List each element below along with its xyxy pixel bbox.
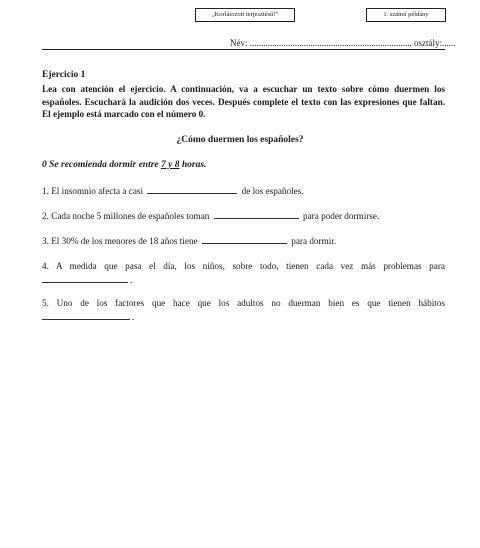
- gap-item-1-prefix: 1. El insomnio afecta a casi: [42, 186, 144, 196]
- gap-item-2: [42, 209, 445, 223]
- exercise-title: Ejercicio 1: [42, 70, 86, 80]
- gap-item-5-prefix: 5. Uno de los factores que hace que los adultos no duerman bien es que tienen hábitos: [42, 298, 445, 308]
- gap-item-5-blank[interactable]: [42, 310, 130, 320]
- gap-item-3: [42, 234, 445, 248]
- gap-item-4-prefix: 4. A medida que pasa el día, los niños, sobre todo, tienen cada vez más problemas para: [42, 261, 445, 271]
- gap-item-4: [42, 259, 445, 273]
- gap-item-4-blank[interactable]: [42, 273, 128, 283]
- header-divider: [42, 49, 445, 50]
- gap-item-3-prefix: 3. El 30% de los menores de 18 años tiene: [42, 236, 198, 246]
- example-prefix: 0 Se recomienda dormir entre: [42, 160, 162, 170]
- text-title: ¿Cómo duermen los españoles?: [176, 135, 304, 145]
- example-line: [42, 160, 206, 170]
- gap-item-5-line2: [42, 310, 134, 324]
- gap-item-1: [42, 184, 445, 198]
- gap-item-1-blank[interactable]: [147, 184, 237, 194]
- name-class-line: Név: ........................................................................ osztály:......: [230, 38, 456, 48]
- example-suffix: horas.: [179, 160, 207, 170]
- example-answer: 7 y 8: [161, 160, 180, 170]
- gap-item-4-suffix: .: [130, 275, 133, 285]
- gap-item-4-line2: [42, 273, 132, 287]
- gap-item-2-suffix: para poder dormirse.: [302, 211, 380, 221]
- distribution-tag: „Korlátozott terjesztésű!”: [195, 8, 295, 22]
- gap-item-2-prefix: 2. Cada noche 5 millones de españoles toman: [42, 211, 210, 221]
- gap-item-3-blank[interactable]: [202, 234, 287, 244]
- copy-number-tag: 1. számú példány: [366, 8, 446, 22]
- gap-item-3-suffix: para dormir.: [291, 236, 337, 246]
- gap-item-1-suffix: de los españoles.: [241, 186, 304, 196]
- gap-item-2-blank[interactable]: [214, 209, 299, 219]
- gap-item-5-suffix: .: [132, 312, 135, 322]
- gap-item-5: [42, 296, 445, 310]
- exercise-instructions: Lea con atención el ejercicio. A continuación, va a escuchar un texto sobre cómo duermen los españoles. Escuchará la audición dos veces. Después complete el texto con las expresiones que faltan. El ejemplo está marcado con el número 0.: [42, 84, 445, 119]
